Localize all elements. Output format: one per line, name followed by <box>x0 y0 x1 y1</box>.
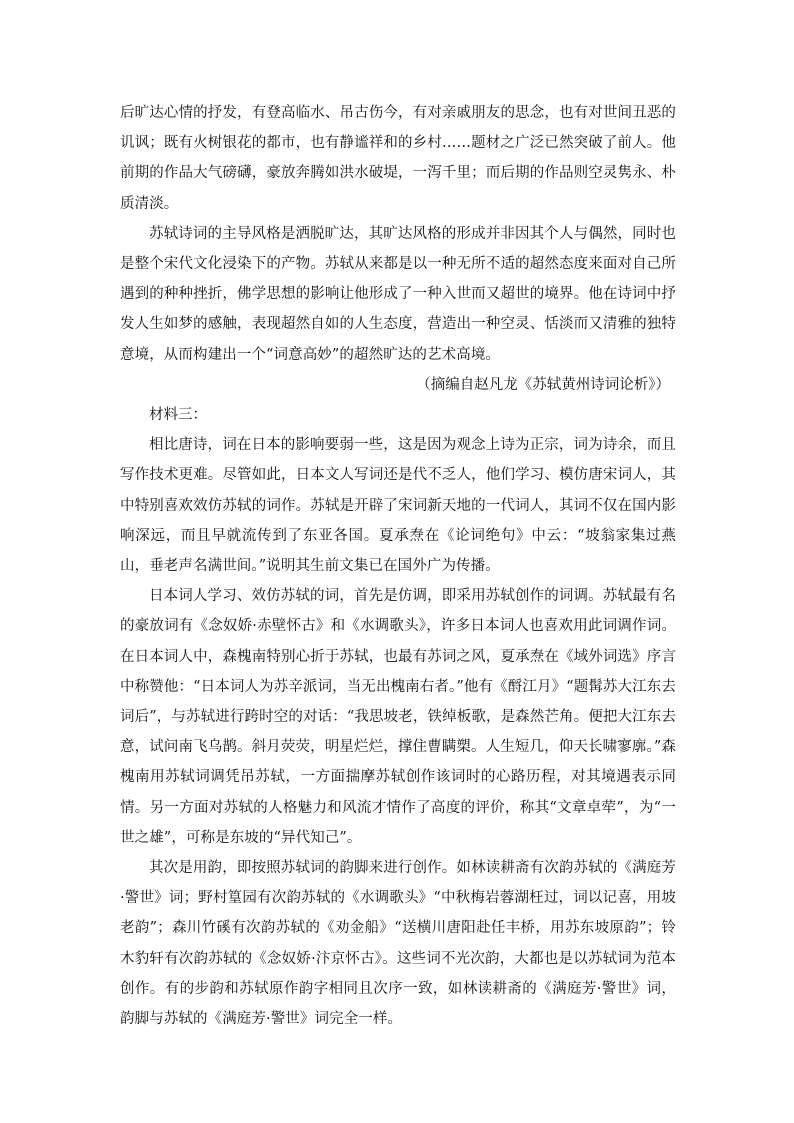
material3-paragraph-1: 相比唐诗，词在日本的影响要弱一些，这是因为观念上诗为正宗，词为诗余，而且写作技术更难。尽管如此，日本文人写词还是代不乏人，他们学习、模仿唐宋词人，其中特别喜欢效仿苏轼的词作。苏轼是开辟了宋词新天地的一代词人，其词不仅在国内影响深远，而且早就流传到了东亚各国。夏承焘在《论词绝句》中云：“坡翁家集过燕山，垂老声名满世间。”说明其生前文集已在国外广为传播。 <box>120 437 676 575</box>
material3-paragraph-2: 日本词人学习、效仿苏轼的词，首先是仿调，即采用苏轼创作的词调。苏轼最有名的豪放词有《念奴娇·赤壁怀古》和《水调歌头》，许多日本词人也喜欢用此词调作词。在日本词人中，森槐南特别心折于苏轼，也最有苏词之风，夏承焘在《域外词选》序言中称赞他：“日本词人为苏辛派词，当无出槐南右者。”他有《酹江月》“题髯苏大江东去词后”，与苏轼进行跨时空的对话：“我思坡老，铁绰板歌，是森然芒角。便把大江东去意，试问南飞乌鹊。斜月荧荧，明星烂烂，撑住曹瞒槊。人生短几，仰天长啸寥廓。”森槐南用苏轼词调凭吊苏轼，一方面揣摩苏轼创作该词时的心路历程，对其境遇表示同情。另一方面对苏轼的人格魅力和风流才情作了高度的评价，称其“文章卓荦”，为“一世之雄”，可称是东坡的“异代知己”。 <box>120 588 676 846</box>
material3-paragraph-3: 其次是用韵，即按照苏轼词的韵脚来进行创作。如林读耕斋有次韵苏轼的《满庭芳·警世》词；野村篁园有次韵苏轼的《水调歌头》“中秋梅岩蓉湖枉过，词以记喜，用坡老韵”；森川竹磎有次韵苏轼的《劝金船》“送横川唐阳赴任丰桥，用苏东坡原韵”；铃木豹轩有次韵苏轼的《念奴娇·汴京怀古》。这些词不光次韵，大都也是以苏轼词为范本创作。有的步韵和苏轼原作韵字相同且次序一致，如林读耕斋的《满庭芳·警世》词，韵脚与苏轼的《满庭芳·警世》词完全一样。 <box>120 860 676 1028</box>
material2-continuation-paragraph: 后旷达心情的抒发，有登高临水、吊古伤今，有对亲戚朋友的思念，也有对世间丑恶的讥讽；既有火树银花的都市，也有静谧祥和的乡村……题材之广泛已然突破了前人。他前期的作品大气磅礴，豪放奔腾如洪水破堤，一泻千里；而后期的作品则空灵隽永、朴质清淡。 <box>120 105 676 212</box>
material3-label: 材料三： <box>149 407 207 424</box>
material2-paragraph-2: 苏轼诗词的主导风格是洒脱旷达，其旷达风格的形成并非因其个人与偶然，同时也是整个宋代文化浸染下的产物。苏轼从来都是以一种无所不适的超然态度来面对自己所遇到的种种挫折，佛学思想的影响让他形成了一种入世而又超世的境界。他在诗词中抒发人生如梦的感触，表现超然自如的人生态度，营造出一种空灵、恬淡而又清雅的独特意境，从而构建出一个“词意高妙”的超然旷达的艺术高境。 <box>120 225 676 363</box>
document-body <box>120 98 676 1034</box>
material2-source-citation: （摘编自赵凡龙《苏轼黄州诗词论析》） <box>416 376 670 393</box>
